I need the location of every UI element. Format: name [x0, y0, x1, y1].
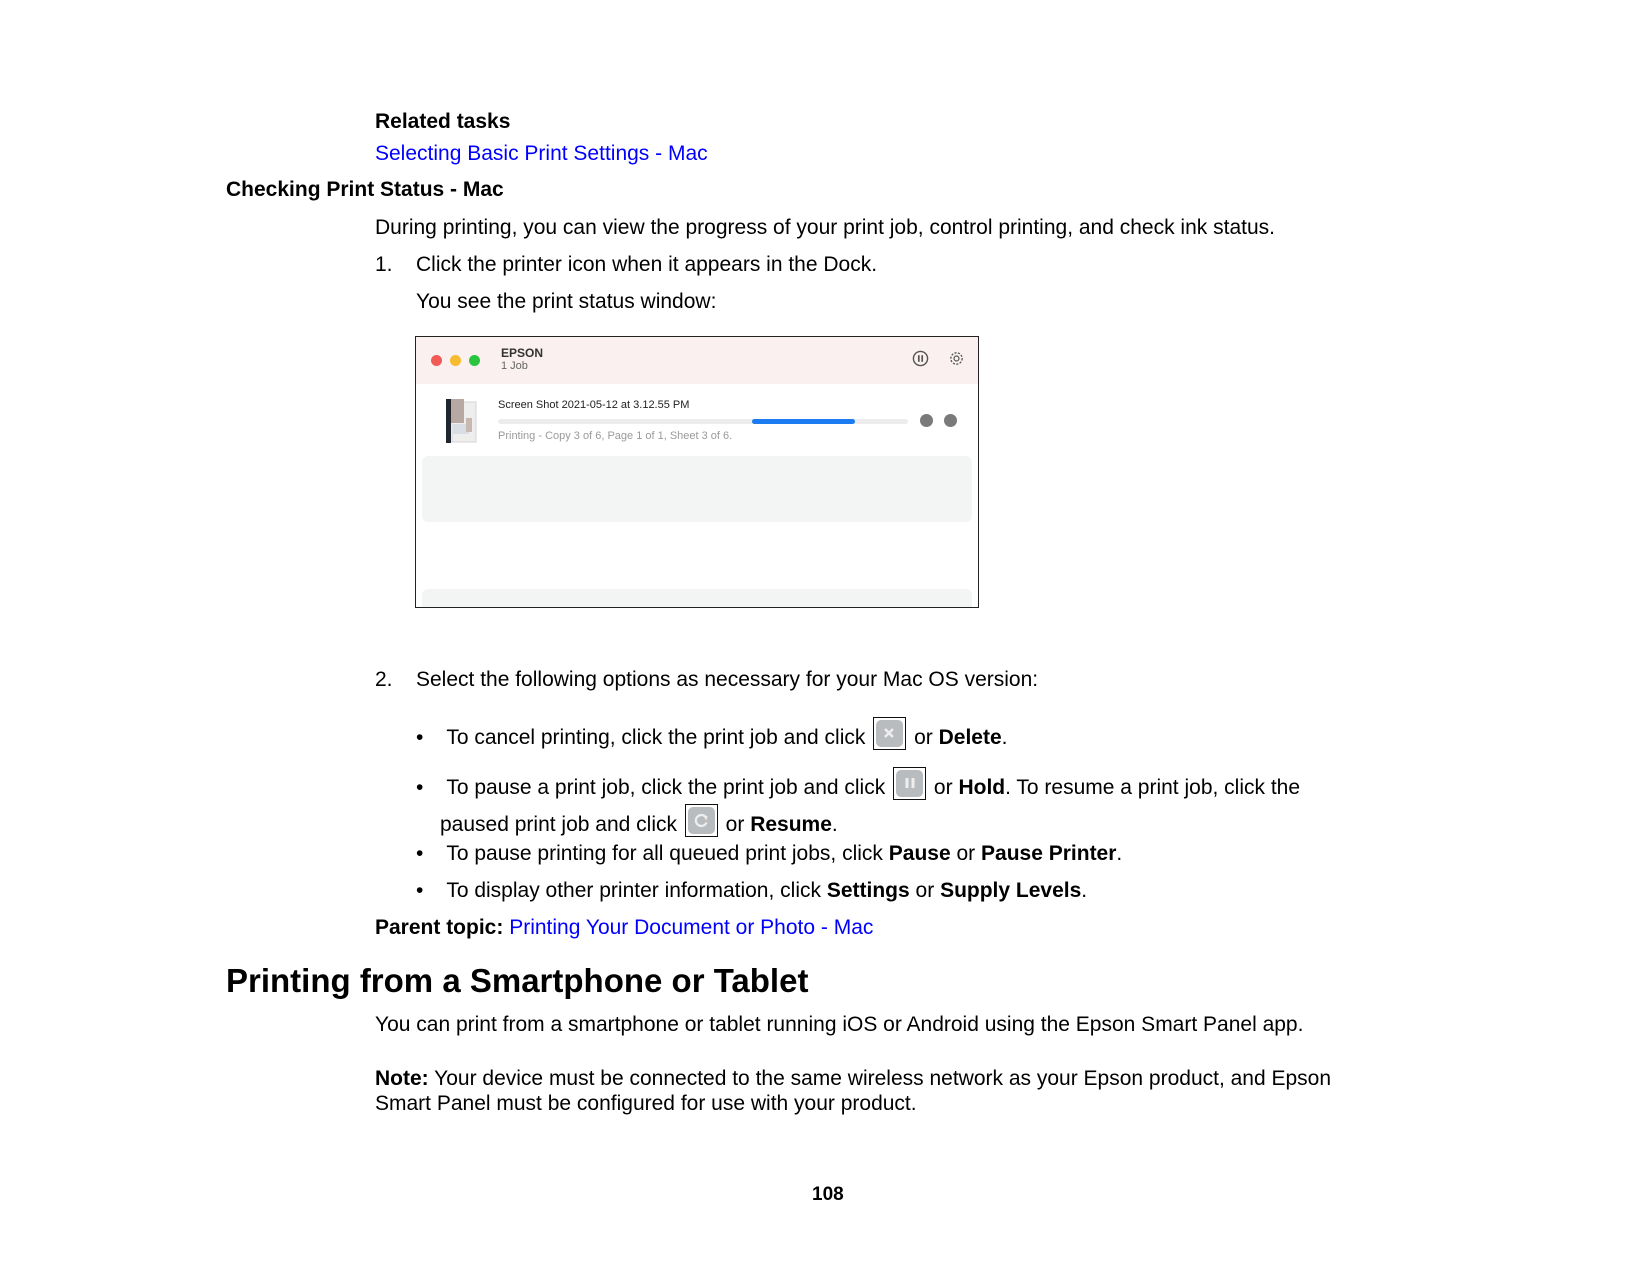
- bullet-text: To display other printer information, click: [446, 879, 821, 902]
- pause-printer-label: Pause Printer: [981, 842, 1117, 865]
- note-label: Note:: [375, 1067, 429, 1090]
- bullet-or: or: [725, 813, 745, 836]
- bullet-hold: [416, 767, 1300, 800]
- pause-printer-icon[interactable]: [912, 350, 929, 367]
- section-2-title: Printing from a Smartphone or Tablet: [226, 962, 809, 999]
- delete-job-icon: [873, 717, 906, 750]
- close-window-icon[interactable]: [431, 355, 442, 366]
- parent-topic-label: Parent topic:: [375, 916, 504, 939]
- job-list-footer: [422, 589, 972, 608]
- hold-job-icon[interactable]: [944, 414, 957, 427]
- bullet-resume: [440, 804, 838, 837]
- bullet-marker: •: [416, 776, 424, 799]
- bullet-text: To cancel printing, click the print job and click: [446, 726, 866, 749]
- print-status-window: [415, 336, 979, 608]
- zoom-window-icon[interactable]: [469, 355, 480, 366]
- gear-icon[interactable]: [948, 350, 965, 367]
- bullet-period: .: [1081, 879, 1088, 902]
- supply-levels-label: Supply Levels: [940, 879, 1082, 902]
- job-name: Screen Shot 2021-05-12 at 3.12.55 PM: [498, 399, 690, 411]
- hold-job-icon: [893, 767, 926, 800]
- job-progress-fill: [752, 419, 855, 424]
- resume-job-icon: [685, 804, 718, 837]
- page-number: 108: [812, 1184, 844, 1205]
- note: [375, 1066, 1331, 1091]
- printer-name: EPSON: [501, 346, 544, 360]
- parent-topic-link[interactable]: Printing Your Document or Photo - Mac: [509, 916, 874, 939]
- job-count: 1 Job: [501, 360, 528, 372]
- cancel-job-icon[interactable]: [920, 414, 933, 427]
- bullet-period: .: [1001, 726, 1008, 749]
- bullet-or: or: [933, 776, 953, 799]
- step-1-text: Click the printer icon when it appears in the Dock.: [416, 253, 878, 276]
- bullet-marker: •: [416, 842, 424, 865]
- section-title: Checking Print Status - Mac: [226, 178, 504, 201]
- step-1-number: 1.: [375, 253, 393, 276]
- step-2-text: Select the following options as necessary for your Mac OS version:: [416, 668, 1039, 691]
- note-text: Your device must be connected to the same wireless network as your Epson product, and Epson: [434, 1067, 1332, 1090]
- bullet-period: .: [1116, 842, 1123, 865]
- bullet-cancel: [416, 717, 1007, 750]
- pause-label: Pause: [888, 842, 951, 865]
- job-list-empty-row: [422, 456, 972, 522]
- minimize-window-icon[interactable]: [450, 355, 461, 366]
- bullet-text-cont: . To resume a print job, click the: [1005, 776, 1301, 799]
- bullet-text: To pause printing for all queued print jobs, click: [446, 842, 883, 865]
- bullet-or: or: [956, 842, 976, 865]
- bullet-text: paused print job and click: [440, 813, 677, 836]
- bullet-marker: •: [416, 879, 424, 902]
- selecting-basic-print-settings-link[interactable]: Selecting Basic Print Settings - Mac: [375, 142, 708, 165]
- bullet-text: To pause a print job, click the print job and click: [446, 776, 886, 799]
- parent-topic: [375, 915, 873, 940]
- window-titlebar: [416, 337, 978, 384]
- bullet-period: .: [831, 813, 838, 836]
- settings-label: Settings: [826, 879, 910, 902]
- delete-label: Delete: [938, 726, 1002, 749]
- note-line-2: Smart Panel must be configured for use with your product.: [375, 1092, 917, 1115]
- related-tasks-heading: Related tasks: [375, 110, 511, 133]
- bullet-marker: •: [416, 726, 424, 749]
- hold-label: Hold: [958, 776, 1006, 799]
- job-status: Printing - Copy 3 of 6, Page 1 of 1, Sheet 3 of 6.: [498, 430, 733, 442]
- section-2-intro: You can print from a smartphone or tablet running iOS or Android using the Epson Smart Panel app.: [375, 1013, 1304, 1036]
- resume-label: Resume: [750, 813, 832, 836]
- job-progress-bar: [498, 419, 908, 424]
- bullet-pause-all: [416, 841, 1122, 866]
- bullet-or: or: [915, 879, 935, 902]
- bullet-or: or: [914, 726, 933, 749]
- section-intro: During printing, you can view the progress of your print job, control printing, and check ink status.: [375, 216, 1275, 239]
- job-thumbnail-icon: [444, 398, 478, 444]
- step-1-result: You see the print status window:: [416, 290, 717, 313]
- step-2-number: 2.: [375, 668, 393, 691]
- bullet-settings: [416, 878, 1087, 903]
